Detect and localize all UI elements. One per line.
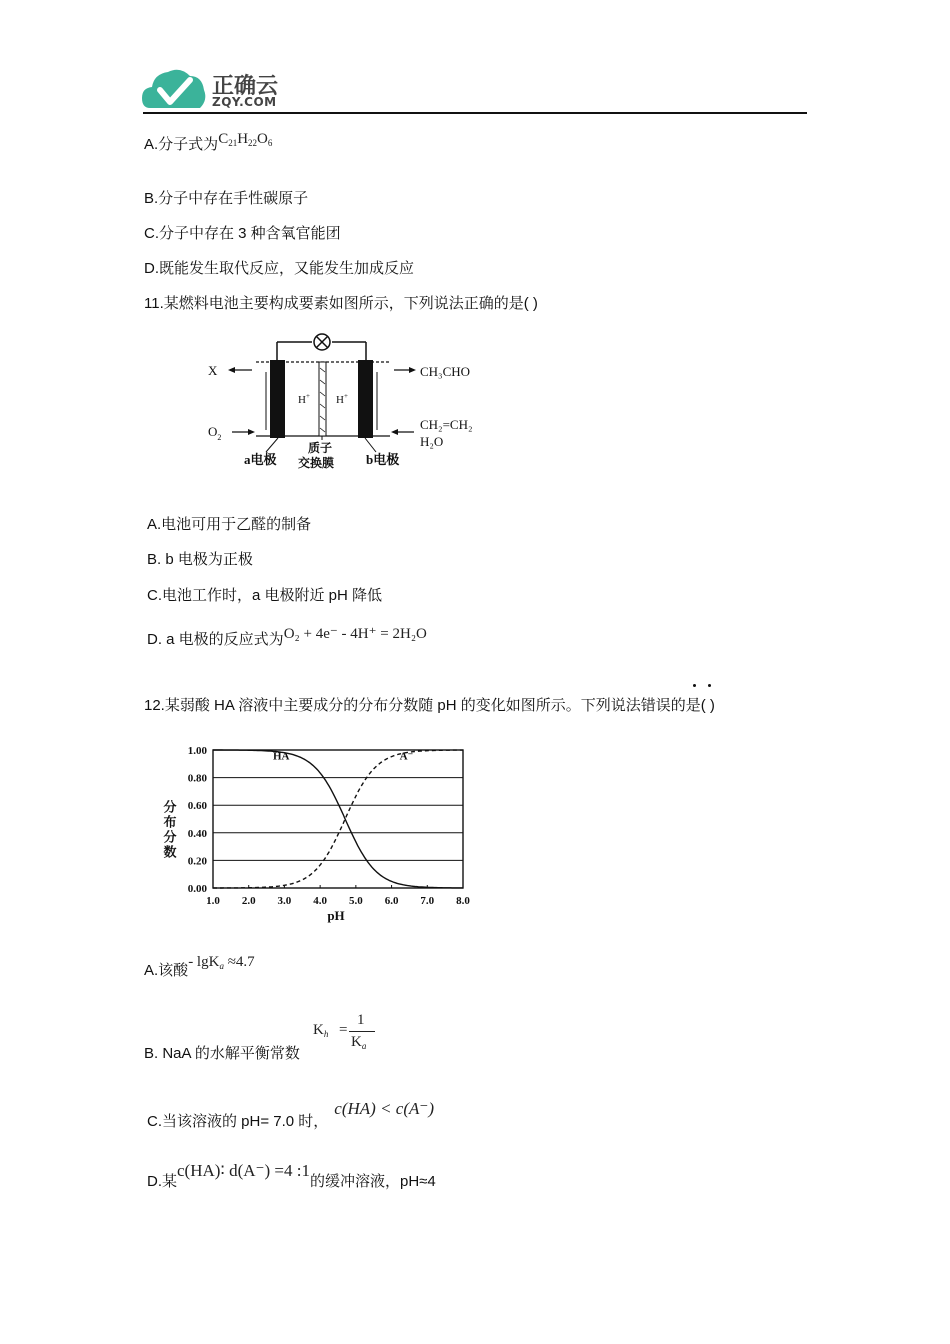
ethylene-label: CH₂=CH₂ xyxy=(420,417,473,432)
electrode-reaction: O₂ + 4e⁻ - 4H⁺ = 2H₂O xyxy=(283,626,427,642)
emphasis-dots xyxy=(693,684,713,690)
series-line-ha xyxy=(213,750,463,888)
q12-option-b-prefix: B. NaA 的水解平衡常数 xyxy=(144,1045,300,1062)
electrode-b-label: b电极 xyxy=(366,452,400,467)
series-label-a-minus: A⁻ xyxy=(399,750,414,763)
y-tick-label: 0.40 xyxy=(187,827,207,840)
x-tick-label: 4.0 xyxy=(313,895,328,907)
distribution-chart xyxy=(155,738,475,928)
x-axis-label: pH xyxy=(327,908,345,923)
buffer-ratio: c(HA)∶ d(A⁻) =4 :1 xyxy=(177,1161,310,1180)
series-line-a-minus xyxy=(213,750,463,888)
h-plus-left: H+ xyxy=(298,392,310,406)
water-label: H₂O xyxy=(420,434,444,449)
membrane-label-1: 质子 xyxy=(308,441,333,455)
q11-option-d-prefix: D. a 电极的反应式为 xyxy=(147,631,284,648)
brand-en: ZQY.COM xyxy=(212,95,277,109)
q10-option-c: C.分子中存在 3 种含氧官能团 xyxy=(144,225,341,242)
x-label: X xyxy=(208,363,218,378)
o2-label: $O_2$ xyxy=(208,424,222,442)
y-tick-label: 0.60 xyxy=(187,800,207,813)
h-plus-right: H+ xyxy=(336,392,348,406)
y-tick-label: 1.00 xyxy=(187,745,207,757)
q12-stem: 12.某弱酸 HA 溶液中主要成分的分布分数随 pH 的变化如图所示。下列说法错误的是( ) xyxy=(144,697,715,714)
emphasis-dot xyxy=(693,684,696,687)
concentration-compare: c(HA) < c(A⁻) xyxy=(334,1099,435,1118)
q12-option-c-prefix: C.当该溶液的 pH= 7.0 时， xyxy=(147,1113,329,1130)
q11-option-b: B. b 电极为正极 xyxy=(147,551,253,568)
x-tick-label: 3.0 xyxy=(277,895,292,907)
electrode-a xyxy=(270,360,285,438)
electrode-a-label: a电极 xyxy=(244,452,277,467)
q10-option-a xyxy=(144,133,272,154)
proton-exchange-membrane xyxy=(319,362,326,436)
x-tick-label: 6.0 xyxy=(384,895,399,907)
q12-option-d xyxy=(147,1160,436,1190)
q12-option-a-prefix: A.该酸 xyxy=(144,962,189,979)
q12-option-d-suffix: 的缓冲溶液，pH≈4 xyxy=(310,1173,436,1190)
x-tick-label: 1.0 xyxy=(206,895,220,907)
plot-frame xyxy=(213,750,463,888)
y-tick-label: 0.20 xyxy=(187,855,207,868)
q12-option-c xyxy=(147,1098,435,1130)
q11-option-d xyxy=(147,622,427,648)
y-tick-label: 0.80 xyxy=(187,772,207,785)
q11-option-a: A.电池可用于乙醛的制备 xyxy=(147,516,312,533)
brand-cn: 正确云 xyxy=(212,74,279,99)
y-tick-label: 0.00 xyxy=(187,883,207,895)
header xyxy=(140,62,808,114)
q10-option-a-prefix: A.分子式为 xyxy=(144,136,219,153)
x-tick-label: 8.0 xyxy=(456,895,470,907)
x-tick-label: 2.0 xyxy=(241,895,256,907)
x-tick-label: 7.0 xyxy=(420,895,435,907)
q12-option-a xyxy=(144,950,255,979)
pka-formula: - lgK$_a$ ≈4.7 xyxy=(188,954,255,971)
zqy-logo-icon xyxy=(140,62,208,114)
q10-option-d: D.既能发生取代反应，又能发生加成反应 xyxy=(144,260,415,277)
y-axis-label: 分布分数 xyxy=(161,800,177,860)
q11-option-c: C.电池工作时，a 电极附近 pH 降低 xyxy=(147,587,383,604)
header-rule xyxy=(143,112,807,114)
q11-stem: 11.某燃料电池主要构成要素如图所示，下列说法正确的是( ) xyxy=(144,295,538,312)
acetaldehyde-label: CH₃CHO xyxy=(420,364,471,379)
series-label-ha: HA xyxy=(273,750,290,763)
molecular-formula: $C_{21}H_{22}O_6$ xyxy=(218,131,273,148)
membrane-label-2: 交换膜 xyxy=(298,456,335,470)
q12-option-d-prefix: D.某 xyxy=(147,1173,178,1190)
electrode-b xyxy=(358,360,373,438)
fuel-cell-diagram xyxy=(200,328,500,478)
hydrolysis-constant-formula: $K_h$ = 1 $K_a$ xyxy=(313,1012,383,1056)
emphasis-dot xyxy=(708,684,711,687)
q10-option-b: B.分子中存在手性碳原子 xyxy=(144,190,309,207)
x-tick-label: 5.0 xyxy=(348,895,363,907)
